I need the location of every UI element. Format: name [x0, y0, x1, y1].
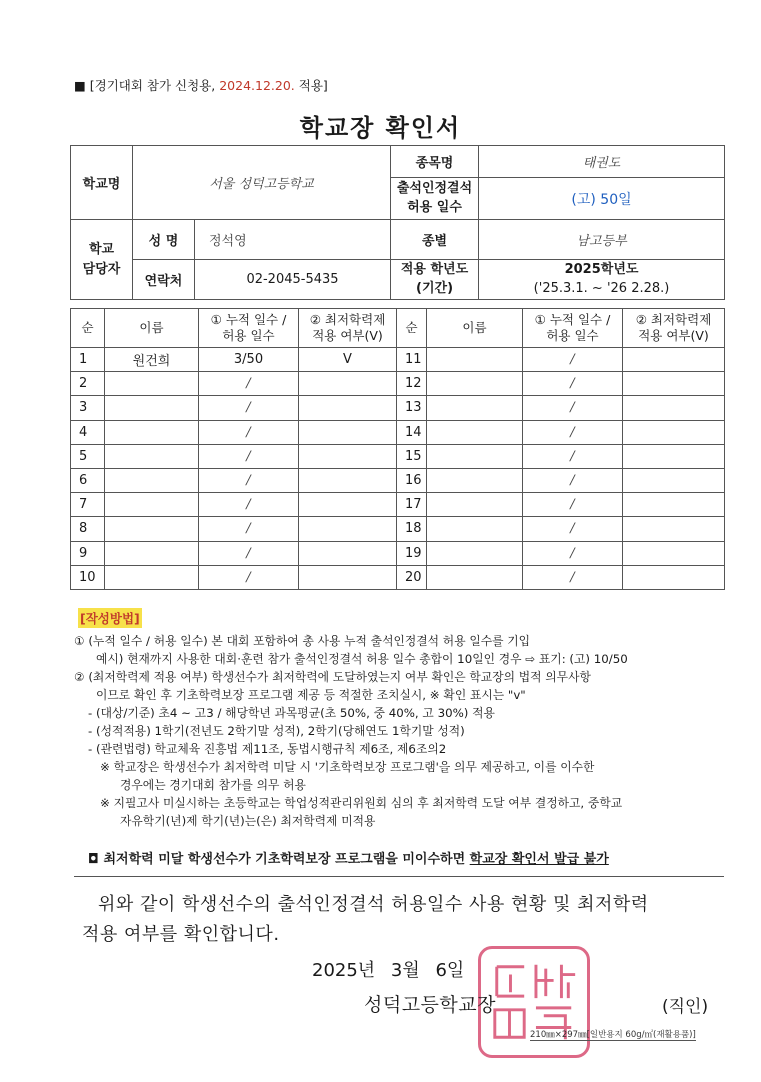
info-table — [70, 145, 725, 300]
row-name — [105, 517, 199, 541]
row-name — [427, 396, 523, 420]
row-check — [299, 541, 397, 565]
table-row — [71, 468, 725, 492]
row-no: 18 — [397, 517, 427, 541]
row-check — [623, 396, 725, 420]
row-days: / — [523, 348, 623, 372]
row-name — [427, 420, 523, 444]
row-name — [427, 517, 523, 541]
row-no: 17 — [397, 493, 427, 517]
row-no: 4 — [71, 420, 105, 444]
col-min: ② 최저학력제 적용 여부(V) — [299, 309, 397, 348]
row-name — [105, 541, 199, 565]
note-line: 예시) 현재까지 사용한 대회·훈련 참가 출석인정결석 허용 일수 총합이 10일인 경우 ⇨ 표기: (고) 10/50 — [96, 652, 628, 666]
contact-label: 연락처 — [133, 260, 195, 300]
row-name — [427, 541, 523, 565]
row-days: / — [523, 541, 623, 565]
note-line: - (성적적용) 1학기(전년도 2학기말 성적), 2학기(당해연도 1학기말 성적) — [88, 724, 465, 738]
document-title: 학교장 확인서 — [299, 114, 462, 142]
row-check — [299, 372, 397, 396]
row-check — [299, 517, 397, 541]
row-days: / — [199, 420, 299, 444]
row-days: / — [199, 468, 299, 492]
note-line: - (관련법령) 학교체육 진흥법 제11조, 동법시행규칙 제6조, 제6조의2 — [88, 742, 447, 756]
table-row — [71, 517, 725, 541]
row-check — [623, 372, 725, 396]
school-label: 학교명 — [71, 146, 133, 220]
row-days: / — [523, 372, 623, 396]
row-days: / — [523, 493, 623, 517]
row-name — [427, 444, 523, 468]
row-days: / — [523, 444, 623, 468]
row-no: 8 — [71, 517, 105, 541]
event-label: 종목명 — [391, 146, 479, 178]
row-no: 5 — [71, 444, 105, 468]
school-value: 서울 성덕고등학교 — [133, 146, 391, 220]
row-name — [427, 468, 523, 492]
col-days: ① 누적 일수 / 허용 일수 — [523, 309, 623, 348]
row-no: 15 — [397, 444, 427, 468]
row-days: / — [199, 541, 299, 565]
row-days: 3/50 — [199, 348, 299, 372]
table-row — [71, 396, 725, 420]
warning-line: ◘ 최저학력 미달 학생선수가 기초학력보장 프로그램을 미이수하면 학교장 확인서 발급 불가 — [88, 852, 609, 867]
col-name: 이름 — [105, 309, 199, 348]
row-check — [623, 468, 725, 492]
row-name — [427, 565, 523, 589]
row-days: / — [523, 420, 623, 444]
note-line: ① (누적 일수 / 허용 일수) 본 대회 포함하여 총 사용 누적 출석인정결석 허용 일수를 기입 — [74, 634, 531, 648]
category-label: 종별 — [391, 220, 479, 260]
row-name — [105, 565, 199, 589]
row-check — [299, 420, 397, 444]
row-no: 3 — [71, 396, 105, 420]
principal-signature: 성덕고등학교장 — [364, 994, 496, 1016]
absence-label: 출석인정결석 허용 일수 — [391, 178, 479, 220]
year-label: 적용 학년도 (기간) — [391, 260, 479, 300]
note-line: ② (최저학력제 적용 여부) 학생선수가 최저학력에 도달하였는지 여부 확인은 학교장의 법적 의무사항 — [74, 670, 591, 684]
seal-label: (직인) — [662, 997, 709, 1017]
table-row — [71, 541, 725, 565]
row-name — [105, 396, 199, 420]
row-check — [299, 396, 397, 420]
row-days: / — [199, 444, 299, 468]
row-name — [105, 493, 199, 517]
table-row — [71, 493, 725, 517]
event-value: 태권도 — [479, 146, 725, 178]
row-check — [299, 444, 397, 468]
note-line: ※ 학교장은 학생선수가 최저학력 미달 시 '기초학력보장 프로그램'을 의무 제공하고, 이를 이수한 — [100, 760, 595, 774]
row-check — [623, 565, 725, 589]
row-no: 16 — [397, 468, 427, 492]
note-line: - (대상/기준) 초4 ~ 고3 / 해당학년 과목평균(초 50%, 중 40%, 고 30%) 적용 — [88, 706, 495, 720]
row-no: 14 — [397, 420, 427, 444]
row-no: 12 — [397, 372, 427, 396]
col-min: ② 최저학력제 적용 여부(V) — [623, 309, 725, 348]
row-check — [623, 541, 725, 565]
row-check — [623, 348, 725, 372]
note-line: 이므로 확인 후 기초학력보장 프로그램 제공 등 적절한 조치실시, ※ 확인 표시는 "v" — [96, 688, 526, 702]
row-check — [299, 493, 397, 517]
row-days: / — [199, 372, 299, 396]
row-no: 19 — [397, 541, 427, 565]
absence-value: (고) 50일 — [479, 178, 725, 220]
divider — [74, 876, 724, 877]
table-row — [71, 444, 725, 468]
col-no: 순 — [71, 309, 105, 348]
issue-date: 2025년 3월 6일 — [312, 960, 465, 981]
row-no: 13 — [397, 396, 427, 420]
row-name: 원건희 — [105, 348, 199, 372]
athlete-table — [70, 308, 725, 590]
row-days: / — [199, 565, 299, 589]
name-value: 정석영 — [195, 220, 391, 260]
row-name — [427, 493, 523, 517]
col-name: 이름 — [427, 309, 523, 348]
table-row — [71, 372, 725, 396]
col-days: ① 누적 일수 / 허용 일수 — [199, 309, 299, 348]
row-no: 11 — [397, 348, 427, 372]
row-check: V — [299, 348, 397, 372]
note-line: 경우에는 경기대회 참가를 의무 허용 — [120, 778, 306, 792]
method-notes — [74, 632, 734, 830]
row-no: 7 — [71, 493, 105, 517]
paper-spec: 210㎜×297㎜[일반용지 60g/㎡(재활용품)] — [530, 1030, 696, 1040]
table-row — [71, 565, 725, 589]
row-name — [105, 420, 199, 444]
table-row — [71, 348, 725, 372]
contact-value: 02-2045-5435 — [195, 260, 391, 300]
row-name — [427, 348, 523, 372]
row-name — [105, 372, 199, 396]
row-days: / — [199, 517, 299, 541]
table-row — [71, 420, 725, 444]
row-check — [623, 444, 725, 468]
row-days: / — [523, 565, 623, 589]
note-line: 자유학기(년)제 학기(년)는(은) 최저학력제 미적용 — [120, 814, 376, 828]
row-no: 6 — [71, 468, 105, 492]
row-no: 9 — [71, 541, 105, 565]
row-check — [299, 468, 397, 492]
confirm-line: 적용 여부를 확인합니다. — [82, 924, 280, 945]
row-check — [623, 493, 725, 517]
year-value: 2025학년도 ('25.3.1. ~ '26 2.28.) — [479, 260, 725, 300]
method-heading: [작성방법] — [78, 608, 142, 628]
row-no: 20 — [397, 565, 427, 589]
col-no: 순 — [397, 309, 427, 348]
row-no: 2 — [71, 372, 105, 396]
row-no: 10 — [71, 565, 105, 589]
row-check — [623, 517, 725, 541]
confirm-line: 위와 같이 학생선수의 출석인정결석 허용일수 사용 현황 및 최저학력 — [98, 894, 649, 915]
name-label: 성 명 — [133, 220, 195, 260]
row-name — [105, 444, 199, 468]
category-value: 남고등부 — [479, 220, 725, 260]
row-days: / — [523, 517, 623, 541]
note-line: ※ 지필고사 미실시하는 초등학교는 학업성적관리위원회 심의 후 최저학력 도달 여부 결정하고, 중학교 — [100, 796, 623, 810]
row-days: / — [199, 493, 299, 517]
row-days: / — [523, 468, 623, 492]
manager-label: 학교 담당자 — [71, 220, 133, 300]
top-note: ■ [경기대회 참가 신청용, 2024.12.20. 적용] — [74, 78, 328, 93]
confirm-text — [82, 890, 732, 950]
row-check — [299, 565, 397, 589]
row-check — [623, 420, 725, 444]
row-name — [427, 372, 523, 396]
row-no: 1 — [71, 348, 105, 372]
row-days: / — [199, 396, 299, 420]
row-name — [105, 468, 199, 492]
row-days: / — [523, 396, 623, 420]
